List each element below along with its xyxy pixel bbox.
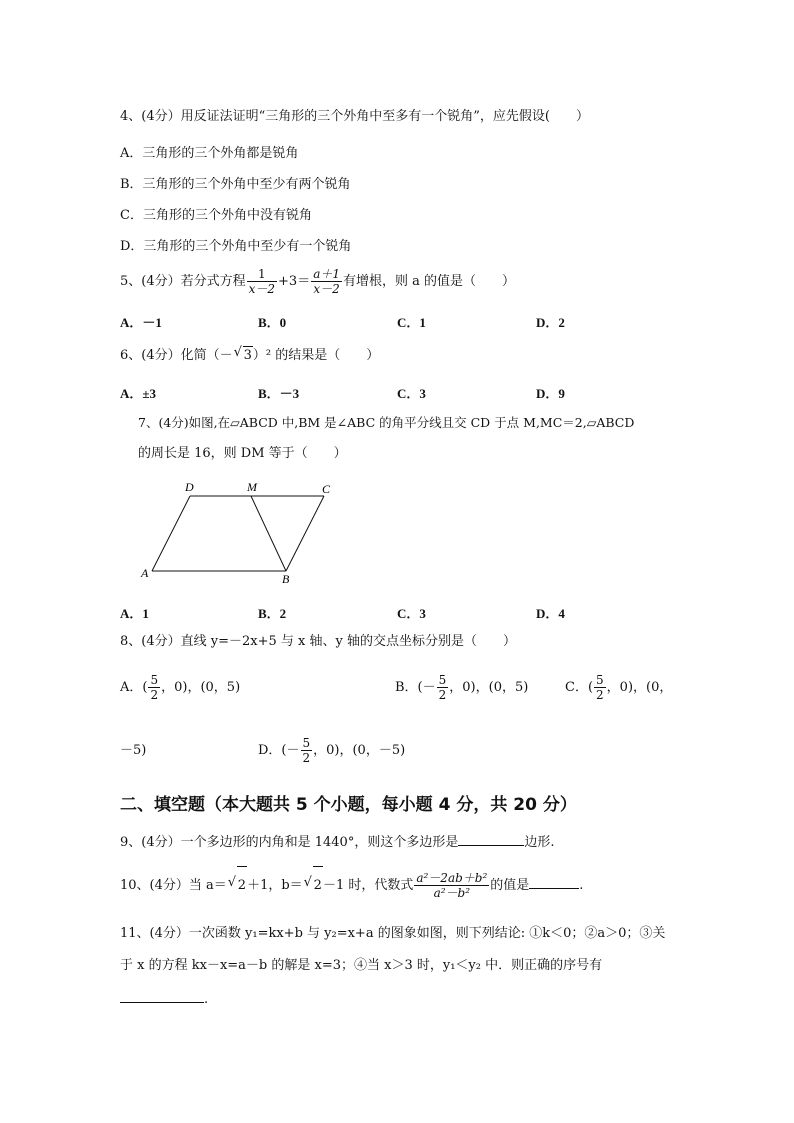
q7-option-b: B．2: [258, 606, 287, 621]
q8-c-pre: C．(: [565, 680, 594, 695]
q8-d-pre: D．(－: [258, 743, 300, 758]
q6-sqrt: √ 3: [243, 346, 253, 365]
q8-c-frac-den: 2: [596, 688, 604, 702]
q4-option-b: B．三角形的三个外角中至少有两个锐角: [120, 177, 351, 192]
edge-ad: [152, 496, 190, 571]
q5-option-c: C．1: [397, 315, 426, 330]
q5-fraction-2: [311, 267, 342, 296]
q10-answer-blank[interactable]: [529, 874, 579, 889]
q8-b-frac-den: 2: [438, 688, 447, 702]
q8-option-b: [395, 670, 528, 706]
q8-a-frac: [148, 673, 160, 702]
q5-frac2-num: a＋1: [313, 267, 340, 281]
q9-answer-blank[interactable]: [458, 831, 524, 846]
q11-line1: 11、(4分）一次函数 y₁=kx+b 与 y₂=x+a 的图象如图，则下列结论: ①k＜0；②a＞0；③关: [120, 926, 666, 941]
q5-option-d: D．2: [536, 315, 565, 330]
q8-c-frac-num: 5: [596, 673, 604, 687]
q10-suffix: 的值是: [490, 878, 530, 893]
q6-prefix: 6、(4分）化简（－: [120, 348, 233, 363]
q8-a-frac-den: 2: [150, 688, 159, 702]
q11-line2: 于 x 的方程 kx－x=a－b 的解是 x=3；④当 x＞3 时，y₁＜y₂ 中．则正确的序号有: [120, 958, 603, 973]
q8-d-frac-den: 2: [302, 751, 311, 765]
q10-sqrt-b: √ 2: [313, 866, 323, 905]
q6-option-c: C．3: [397, 386, 426, 401]
q8-d-frac: [301, 736, 313, 765]
q10-end: .: [579, 878, 584, 893]
label-c: C: [322, 482, 331, 496]
q8-option-c-wrap: －5): [120, 743, 147, 758]
q8-a-pre: A．(: [120, 680, 148, 695]
q8-b-frac-num: 5: [438, 673, 447, 687]
edge-cb: [286, 496, 324, 571]
q8-b-pre: B．(－: [395, 680, 436, 695]
q8-b-frac: [437, 673, 449, 702]
segment-bm: [251, 496, 286, 571]
q10-a-rest: ＋1，b＝: [247, 878, 303, 893]
q7-option-d: D．4: [536, 606, 565, 621]
q8-option-d: [258, 733, 405, 769]
section-2-title: 二、填空题（本大题共 5 个小题，每小题 4 分，共 20 分）: [120, 795, 577, 815]
q6-option-d: D．9: [536, 386, 565, 401]
q6-stem: [120, 346, 379, 365]
label-b: B: [282, 572, 290, 586]
q4-option-a: A．三角形的三个外角都是锐角: [120, 146, 299, 161]
label-a: A: [141, 566, 149, 580]
q5-frac1-num: 1: [247, 267, 277, 282]
q8-a-post: ，0)，(0，5): [161, 680, 241, 695]
label-m: M: [247, 480, 257, 494]
q5-stem: [120, 264, 515, 300]
q10-expression: [414, 871, 489, 900]
q4-option-c: C．三角形的三个外角中没有锐角: [120, 208, 312, 223]
q8-option-c: [565, 670, 672, 706]
q8-d-frac-num: 5: [302, 736, 311, 750]
q10-denominator: a²－b²: [433, 886, 471, 900]
q10-prefix: 10、(4分）当 a＝: [120, 878, 227, 893]
q5-option-a: A．－1: [120, 315, 162, 330]
q10-b-rest: －1 时，代数式: [322, 878, 414, 893]
q5-fraction-1: [247, 267, 277, 296]
q5-frac2-den: x－2: [313, 282, 340, 296]
q6-option-b: B．－3: [258, 386, 300, 401]
q9-suffix: 边形.: [524, 835, 555, 850]
q11-end: .: [204, 992, 209, 1007]
q7-option-c: C．3: [397, 606, 426, 621]
q7-stem-line1: 7、(4分)如图,在▱ABCD 中,BM 是∠ABC 的角平分线且交 CD 于点 M,MC＝2,▱ABCD: [138, 415, 635, 430]
q4-stem: 4、(4分）用反证法证明“三角形的三个外角中至多有一个锐角”，应先假设( ）: [120, 109, 589, 124]
q8-a-frac-num: 5: [150, 673, 159, 687]
q7-option-a: A．1: [120, 606, 149, 621]
q6-suffix: ）² 的结果是（ ）: [252, 348, 380, 363]
q8-stem: 8、(4分）直线 y=－2x+5 与 x 轴、y 轴的交点坐标分别是（ ）: [120, 634, 516, 649]
q7-stem-line2: 的周长是 16，则 DM 等于（ ）: [138, 446, 347, 461]
q8-c-frac: [594, 673, 606, 702]
q9-text: 9、(4分）一个多边形的内角和是 1440°，则这个多边形是: [120, 835, 459, 850]
q5-mid: +3＝: [278, 274, 311, 289]
q4-option-d: D．三角形的三个外角中至少有一个锐角: [120, 239, 352, 254]
q10-numerator: a²－2ab＋b²: [416, 871, 488, 885]
q9-stem: [120, 831, 554, 852]
q8-d-post: ，0)，(0，－5): [313, 743, 406, 758]
q8-b-post: ，0)，(0，5): [449, 680, 529, 695]
label-d: D: [185, 480, 194, 494]
parallelogram-figure: [138, 478, 348, 588]
q10-sqrt-a: √ 2: [237, 866, 247, 905]
q5-option-b: B．0: [258, 315, 287, 330]
q11-answer-blank[interactable]: [120, 988, 204, 1003]
q10-stem: [120, 866, 583, 905]
q5-frac1-den: x－2: [248, 282, 276, 296]
q5-suffix: 有增根，则 a 的值是（ ）: [343, 274, 516, 289]
q8-c-post: ，0)，(0，: [606, 680, 673, 695]
q8-option-a: [120, 670, 240, 706]
q11-line3: [120, 988, 208, 1009]
q5-prefix: 5、(4分）若分式方程: [120, 274, 246, 289]
q6-option-a: A．±3: [120, 386, 157, 401]
